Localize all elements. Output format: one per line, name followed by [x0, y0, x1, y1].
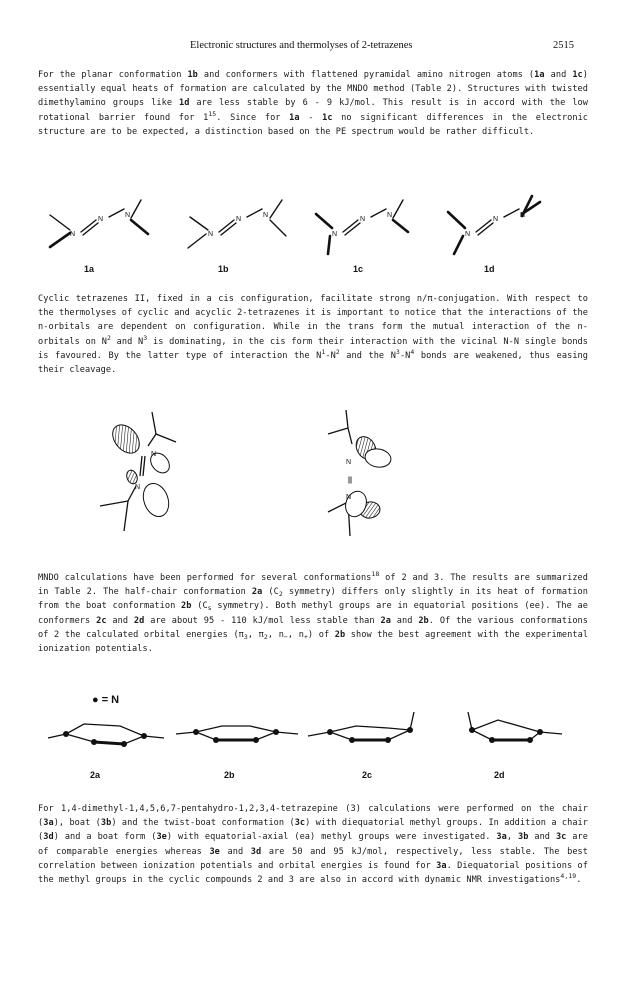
text-run: is dominating, in the cis form their interaction with the vicinal N-N single bonds is favoured. By the latter type of interaction the N: [38, 336, 588, 361]
structure-1c: [316, 200, 408, 254]
svg-text:N: N: [332, 231, 338, 238]
text-run: symmetry) differs only slightly in its heat of formation from the boat conformation: [38, 587, 588, 612]
compound-ref: 2c: [96, 615, 107, 626]
nitrogen-legend: ● = N: [92, 694, 120, 706]
compound-ref: 2b: [334, 629, 346, 640]
text-run: ), boat (: [53, 818, 101, 829]
text-run: ) with equatorial-axial (ea) methyl groups were investigated.: [166, 832, 497, 843]
compound-ref: 3b: [517, 832, 529, 843]
superscript: 2: [106, 333, 111, 342]
svg-text:N: N: [263, 212, 269, 219]
text-run: . Since for: [216, 112, 290, 123]
structure-1b: [188, 200, 286, 248]
text-run: and: [528, 832, 556, 843]
label-1b: 1b: [218, 264, 229, 274]
svg-text:N: N: [70, 231, 76, 238]
citation: 18: [371, 570, 380, 578]
text-run: , n: [287, 629, 304, 640]
compound-ref: 2a: [380, 615, 391, 626]
paragraph-2: [38, 292, 588, 377]
text-run: are of comparable energies whereas: [38, 832, 588, 857]
label-1a: 1a: [84, 264, 95, 274]
superscript: 3: [395, 347, 400, 356]
orbital-diagram-cis: [328, 410, 392, 536]
compound-ref: 3d: [43, 832, 54, 843]
text-run: For 1,4-dimethyl-1,4,5,6,7-pentahydro-1,2,3,4-tetrazepine (3) calculations were performed on the chair (: [38, 804, 588, 829]
superscript: 3: [143, 333, 148, 342]
subscript: s: [207, 604, 212, 613]
text-run: and conformers with flattened pyramidal amino nitrogen atoms (: [197, 70, 535, 80]
text-run: ) of: [307, 629, 335, 640]
subscript: +: [303, 632, 308, 641]
text-run: .: [576, 875, 582, 886]
subscript: 2: [278, 590, 283, 599]
paragraph-3: [38, 571, 588, 656]
text-run: , n: [267, 629, 284, 640]
label-1d: 1d: [484, 264, 495, 274]
subscript: 3: [243, 632, 248, 641]
text-run: MNDO calculations have been performed for several conformations: [38, 573, 372, 583]
text-run: no significant differences in the electronic structure are to be expected, a distinction based on the PE spectrum would be rather difficult.: [38, 112, 589, 137]
text-run: For the planar conformation: [38, 70, 188, 80]
subscript: −: [283, 632, 288, 641]
text-run: ) with diequatorial methyl groups. In addition a chair (: [38, 818, 589, 843]
compound-ref: 3a: [436, 860, 447, 871]
text-run: are less stable by 6 - 9 kJ/mol. This result is in accord with the low rotational barrier found for 1: [38, 98, 588, 123]
svg-text:N: N: [236, 216, 242, 223]
text-run: , π: [247, 629, 264, 640]
text-run: and: [219, 846, 251, 857]
compound-ref: 1a: [534, 70, 545, 80]
orbital-diagram-trans: [100, 412, 176, 531]
svg-text:N: N: [125, 212, 131, 219]
text-run: of 2 and 3. The results are summarized in Table 2. The half-chair conformation: [38, 573, 588, 598]
nitrogen-atoms: [63, 727, 543, 747]
svg-text:N: N: [346, 494, 352, 501]
figure-tetrazene-conformers: [30, 192, 590, 274]
text-run: ,: [506, 832, 518, 843]
compound-ref: 3e: [156, 832, 167, 843]
svg-text:N: N: [135, 484, 141, 491]
text-run: ) and the twist-boat conformation (: [111, 818, 295, 829]
compound-ref: 3c: [294, 818, 306, 829]
compound-ref: 3e: [209, 846, 220, 857]
text-run: . Diequatorial positions of the methyl groups in the cyclic compounds 2 and 3 are also in accord with dynamic NMR investigations: [38, 860, 588, 886]
text-run: show the best agreement with the experimental ionization potentials.: [38, 629, 589, 655]
text-run: and: [106, 615, 134, 626]
text-run: ) essentially equal heats of formation are calculated by the MNDO method (Table 2). Structures with twisted dimethylamino groups like: [38, 70, 589, 109]
compound-ref: 1c: [322, 112, 333, 123]
text-run: Cyclic tetrazenes II, fixed in a cis configuration, facilitate strong n/π-conjugation. With respect to the thermolyses of cyclic and acyclic 2-tetrazenes it is important to notice that the interactions of the n-orbitals are dependent on configuration. While in the trans form the mutual interaction of the n-orbitals on N: [38, 294, 588, 347]
compound-ref: 2b: [181, 601, 192, 612]
figure-orbital-interactions: [80, 406, 540, 546]
svg-text:||: ||: [348, 477, 352, 484]
compound-ref: 1d: [179, 98, 190, 109]
compound-ref: 1a: [289, 112, 300, 123]
text-run: (C: [191, 601, 208, 612]
compound-ref: 1c: [572, 70, 583, 80]
running-header: [0, 40, 623, 56]
svg-text:N: N: [208, 231, 214, 238]
text-run: are about 95 - 110 kJ/mol less stable than: [144, 615, 381, 626]
compound-ref: 2b: [418, 615, 429, 626]
page-number: 2515: [553, 40, 574, 51]
text-run: and the N: [339, 350, 396, 361]
superscript: 2: [335, 347, 340, 356]
citation: 4,19: [560, 872, 577, 881]
text-run: symmetry). Both methyl groups are in equatorial positions (ee). The ae conformers: [38, 601, 589, 626]
compound-ref: 2d: [133, 615, 145, 626]
svg-text:N: N: [493, 216, 499, 223]
superscript: 4: [410, 347, 415, 356]
svg-text:N: N: [520, 212, 526, 219]
svg-text:N: N: [360, 216, 366, 223]
text-run: -N: [399, 350, 411, 361]
figure-ring-conformations: [36, 712, 596, 762]
subscript: 2: [263, 632, 268, 641]
structure-1a: [50, 200, 148, 247]
svg-text:N: N: [465, 231, 471, 238]
text-run: bonds are weakened, thus easing their cleavage.: [38, 350, 588, 376]
text-run: ) and a boat form (: [53, 832, 157, 843]
structure-2d: [468, 712, 562, 740]
text-run: and N: [110, 336, 144, 347]
compound-ref: 3b: [100, 818, 112, 829]
compound-ref: 3c: [555, 832, 567, 843]
text-run: -N: [325, 350, 336, 361]
svg-text:N: N: [98, 216, 104, 223]
svg-text:N: N: [151, 451, 157, 458]
text-run: and: [544, 70, 573, 80]
label-2b: 2b: [224, 770, 235, 780]
compound-ref: 3a: [43, 818, 54, 829]
label-2c: 2c: [362, 770, 373, 780]
compound-ref: 3a: [496, 832, 507, 843]
paragraph-1: [38, 68, 588, 139]
running-title: Electronic structures and thermolyses of 2-tetrazenes: [190, 40, 413, 51]
label-2d: 2d: [494, 770, 505, 780]
superscript: 1: [321, 347, 326, 356]
text-run: are 50 and 95 kJ/mol, respectively, less stable. The best correlation between ionization potentials and orbital energies is found for: [38, 846, 588, 871]
label-2a: 2a: [90, 770, 101, 780]
text-run: (C: [262, 587, 279, 598]
structure-2c: [308, 712, 414, 740]
structure-1d: [448, 196, 540, 254]
compound-ref: 2a: [251, 587, 263, 598]
citation: 15: [208, 109, 217, 118]
text-run: . Of the various conformations of 2 the calculated orbital energies (π: [38, 615, 588, 640]
svg-text:N: N: [387, 212, 393, 219]
text-run: -: [299, 112, 323, 123]
svg-text:N: N: [346, 459, 352, 466]
compound-ref: 1b: [187, 70, 198, 80]
label-1c: 1c: [353, 264, 364, 274]
compound-ref: 3d: [250, 846, 262, 857]
paragraph-4: [38, 802, 588, 887]
text-run: and: [390, 615, 419, 626]
